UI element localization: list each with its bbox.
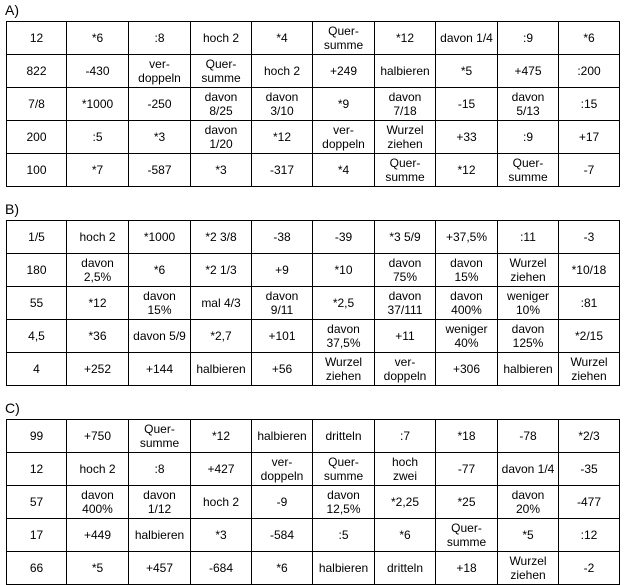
operation-cell: -477 bbox=[559, 486, 620, 519]
operation-cell: davon 15% bbox=[129, 287, 191, 320]
operation-cell: davon 1/4 bbox=[436, 22, 498, 55]
table-row bbox=[7, 320, 620, 353]
operation-cell: *10 bbox=[313, 254, 375, 287]
start-value-cell: 12 bbox=[7, 453, 67, 486]
table-row bbox=[7, 154, 620, 187]
operation-cell: :15 bbox=[559, 88, 620, 121]
operation-cell: +11 bbox=[375, 320, 436, 353]
operation-cell: :5 bbox=[67, 121, 129, 154]
operation-cell: :11 bbox=[498, 221, 559, 254]
operation-cell: halbieren bbox=[313, 552, 375, 585]
operation-cell: -684 bbox=[191, 552, 252, 585]
operation-cell: davon 2,5% bbox=[67, 254, 129, 287]
operation-cell: Quer- summe bbox=[191, 55, 252, 88]
operation-cell: davon 1/4 bbox=[498, 453, 559, 486]
operation-cell: *5 bbox=[498, 519, 559, 552]
operation-cell: +475 bbox=[498, 55, 559, 88]
operation-cell: Wurzel ziehen bbox=[498, 254, 559, 287]
operation-cell: -15 bbox=[436, 88, 498, 121]
operation-cell: *6 bbox=[375, 519, 436, 552]
operation-cell: *3 bbox=[191, 154, 252, 187]
table-row bbox=[7, 519, 620, 552]
table-row bbox=[7, 420, 620, 453]
operation-cell: +144 bbox=[129, 353, 191, 386]
start-value-cell: 66 bbox=[7, 552, 67, 585]
operation-cell: +249 bbox=[313, 55, 375, 88]
operation-cell: :81 bbox=[559, 287, 620, 320]
start-value-cell: 55 bbox=[7, 287, 67, 320]
operation-cell: *3 bbox=[129, 121, 191, 154]
operation-cell: dritteln bbox=[375, 552, 436, 585]
operation-cell: Quer- summe bbox=[313, 453, 375, 486]
operation-cell: davon 1/12 bbox=[129, 486, 191, 519]
table-row bbox=[7, 22, 620, 55]
operation-cell: halbieren bbox=[498, 353, 559, 386]
table-row bbox=[7, 353, 620, 386]
operation-cell: -35 bbox=[559, 453, 620, 486]
operation-cell: *5 bbox=[67, 552, 129, 585]
operation-cell: *12 bbox=[252, 121, 313, 154]
operation-cell: *6 bbox=[559, 22, 620, 55]
operation-cell: *2,7 bbox=[191, 320, 252, 353]
table-row bbox=[7, 486, 620, 519]
operation-cell: davon 1/20 bbox=[191, 121, 252, 154]
operation-cell: davon 12,5% bbox=[313, 486, 375, 519]
start-value-cell: 4 bbox=[7, 353, 67, 386]
start-value-cell: 7/8 bbox=[7, 88, 67, 121]
start-value-cell: 99 bbox=[7, 420, 67, 453]
operation-cell: :200 bbox=[559, 55, 620, 88]
start-value-cell: 180 bbox=[7, 254, 67, 287]
table-row bbox=[7, 287, 620, 320]
operation-cell: davon 15% bbox=[436, 254, 498, 287]
start-value-cell: 4,5 bbox=[7, 320, 67, 353]
operation-cell: *2 3/8 bbox=[191, 221, 252, 254]
operation-cell: davon 8/25 bbox=[191, 88, 252, 121]
operation-cell: *10/18 bbox=[559, 254, 620, 287]
operation-cell: :9 bbox=[498, 22, 559, 55]
operation-cell: -78 bbox=[498, 420, 559, 453]
operation-cell: +33 bbox=[436, 121, 498, 154]
operation-cell: davon 5/13 bbox=[498, 88, 559, 121]
operation-cell: +449 bbox=[67, 519, 129, 552]
section-label: A) bbox=[5, 2, 19, 18]
operation-cell: +101 bbox=[252, 320, 313, 353]
operation-cell: :5 bbox=[313, 519, 375, 552]
operation-cell: :7 bbox=[375, 420, 436, 453]
operation-cell: +17 bbox=[559, 121, 620, 154]
operation-cell: halbieren bbox=[129, 519, 191, 552]
operation-cell: Quer- summe bbox=[375, 154, 436, 187]
operation-cell: +252 bbox=[67, 353, 129, 386]
operation-cell: Wurzel ziehen bbox=[498, 552, 559, 585]
operation-cell: :9 bbox=[498, 121, 559, 154]
operation-cell: Quer- summe bbox=[129, 420, 191, 453]
operation-cell: Quer- summe bbox=[498, 154, 559, 187]
start-value-cell: 57 bbox=[7, 486, 67, 519]
start-value-cell: 1/5 bbox=[7, 221, 67, 254]
operation-cell: *18 bbox=[436, 420, 498, 453]
start-value-cell: 822 bbox=[7, 55, 67, 88]
operation-cell: ver- doppeln bbox=[313, 121, 375, 154]
operation-cell: -39 bbox=[313, 221, 375, 254]
operation-cell: -38 bbox=[252, 221, 313, 254]
operation-cell: mal 4/3 bbox=[191, 287, 252, 320]
section-label: B) bbox=[5, 201, 19, 217]
table-row bbox=[7, 254, 620, 287]
operation-cell: :8 bbox=[129, 453, 191, 486]
operation-cell: weniger 40% bbox=[436, 320, 498, 353]
operation-cell: *12 bbox=[375, 22, 436, 55]
section-label: C) bbox=[5, 400, 20, 416]
operation-cell: *12 bbox=[436, 154, 498, 187]
operation-cell: hoch 2 bbox=[67, 453, 129, 486]
operation-cell: +306 bbox=[436, 353, 498, 386]
operation-cell: *2,25 bbox=[375, 486, 436, 519]
operation-cell: :12 bbox=[559, 519, 620, 552]
operation-cell: *3 bbox=[191, 519, 252, 552]
operation-cell: halbieren bbox=[252, 420, 313, 453]
operation-cell: davon 20% bbox=[498, 486, 559, 519]
operation-cell: -250 bbox=[129, 88, 191, 121]
operation-cell: halbieren bbox=[191, 353, 252, 386]
operation-cell: *1000 bbox=[129, 221, 191, 254]
operation-cell: hoch 2 bbox=[252, 55, 313, 88]
operation-cell: :8 bbox=[129, 22, 191, 55]
operation-cell: *5 bbox=[436, 55, 498, 88]
operation-cell: *12 bbox=[191, 420, 252, 453]
operation-cell: *2/3 bbox=[559, 420, 620, 453]
operation-cell: *36 bbox=[67, 320, 129, 353]
operation-cell: -9 bbox=[252, 486, 313, 519]
operation-cell: *2/15 bbox=[559, 320, 620, 353]
operation-cell: *3 5/9 bbox=[375, 221, 436, 254]
operation-cell: -317 bbox=[252, 154, 313, 187]
operation-cell: +9 bbox=[252, 254, 313, 287]
operation-cell: halbieren bbox=[375, 55, 436, 88]
operation-cell: dritteln bbox=[313, 420, 375, 453]
operation-cell: *2,5 bbox=[313, 287, 375, 320]
operation-cell: davon 400% bbox=[436, 287, 498, 320]
start-value-cell: 100 bbox=[7, 154, 67, 187]
operation-cell: -77 bbox=[436, 453, 498, 486]
operation-cell: davon 3/10 bbox=[252, 88, 313, 121]
table-row bbox=[7, 453, 620, 486]
operation-cell: *4 bbox=[252, 22, 313, 55]
operation-cell: -7 bbox=[559, 154, 620, 187]
operation-cell: davon 9/11 bbox=[252, 287, 313, 320]
operation-cell: -587 bbox=[129, 154, 191, 187]
operation-cell: +18 bbox=[436, 552, 498, 585]
operation-cell: -3 bbox=[559, 221, 620, 254]
table-row bbox=[7, 121, 620, 154]
operation-cell: davon 37,5% bbox=[313, 320, 375, 353]
exercise-table bbox=[6, 21, 620, 187]
operation-cell: +56 bbox=[252, 353, 313, 386]
operation-cell: *6 bbox=[252, 552, 313, 585]
start-value-cell: 17 bbox=[7, 519, 67, 552]
operation-cell: hoch zwei bbox=[375, 453, 436, 486]
operation-cell: +427 bbox=[191, 453, 252, 486]
table-row bbox=[7, 55, 620, 88]
operation-cell: davon 7/18 bbox=[375, 88, 436, 121]
operation-cell: davon 125% bbox=[498, 320, 559, 353]
operation-cell: -584 bbox=[252, 519, 313, 552]
operation-cell: -430 bbox=[67, 55, 129, 88]
operation-cell: +37,5% bbox=[436, 221, 498, 254]
operation-cell: davon 37/111 bbox=[375, 287, 436, 320]
operation-cell: Quer- summe bbox=[436, 519, 498, 552]
start-value-cell: 200 bbox=[7, 121, 67, 154]
operation-cell: davon 400% bbox=[67, 486, 129, 519]
operation-cell: Wurzel ziehen bbox=[375, 121, 436, 154]
operation-cell: ver- doppeln bbox=[252, 453, 313, 486]
exercise-table bbox=[6, 419, 620, 585]
start-value-cell: 12 bbox=[7, 22, 67, 55]
operation-cell: ver- doppeln bbox=[375, 353, 436, 386]
operation-cell: davon 75% bbox=[375, 254, 436, 287]
table-row bbox=[7, 88, 620, 121]
operation-cell: -2 bbox=[559, 552, 620, 585]
operation-cell: *6 bbox=[129, 254, 191, 287]
operation-cell: *9 bbox=[313, 88, 375, 121]
operation-cell: hoch 2 bbox=[191, 22, 252, 55]
table-row bbox=[7, 552, 620, 585]
operation-cell: weniger 10% bbox=[498, 287, 559, 320]
operation-cell: *7 bbox=[67, 154, 129, 187]
operation-cell: *2 1/3 bbox=[191, 254, 252, 287]
operation-cell: Quer- summe bbox=[313, 22, 375, 55]
operation-cell: *4 bbox=[313, 154, 375, 187]
operation-cell: *1000 bbox=[67, 88, 129, 121]
operation-cell: davon 5/9 bbox=[129, 320, 191, 353]
operation-cell: Wurzel ziehen bbox=[313, 353, 375, 386]
operation-cell: *25 bbox=[436, 486, 498, 519]
operation-cell: hoch 2 bbox=[191, 486, 252, 519]
operation-cell: *12 bbox=[67, 287, 129, 320]
operation-cell: hoch 2 bbox=[67, 221, 129, 254]
operation-cell: +457 bbox=[129, 552, 191, 585]
exercise-table bbox=[6, 220, 620, 386]
operation-cell: Wurzel ziehen bbox=[559, 353, 620, 386]
table-row bbox=[7, 221, 620, 254]
operation-cell: *6 bbox=[67, 22, 129, 55]
operation-cell: +750 bbox=[67, 420, 129, 453]
operation-cell: ver- doppeln bbox=[129, 55, 191, 88]
